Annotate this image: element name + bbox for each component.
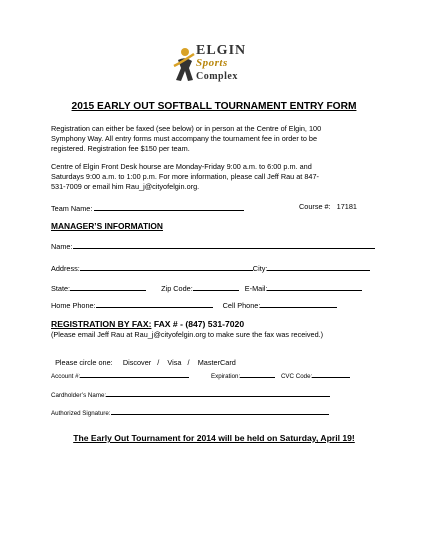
intro-line: Symphony Way. All entry forms must accompany the tournament fee in order to be: [51, 134, 318, 144]
city-label: City:: [252, 264, 268, 273]
manager-name-field[interactable]: [73, 240, 375, 249]
team-name-field[interactable]: [94, 202, 244, 211]
account-number-label: Account #:: [51, 373, 81, 380]
zip-code-label: Zip Code:: [161, 284, 193, 293]
fax-heading-label: REGISTRATION BY FAX:: [51, 319, 152, 329]
signature-field[interactable]: [111, 407, 329, 415]
zip-code-field[interactable]: [193, 282, 239, 291]
address-label: Address:: [51, 264, 80, 273]
team-name-row: [51, 202, 244, 213]
cardholder-name-label: Cardholder’s Name:: [51, 392, 107, 399]
card-type-row: [51, 349, 236, 367]
manager-name-label: Name:: [51, 242, 73, 251]
address-field[interactable]: [80, 262, 253, 271]
fax-number: FAX # - (847) 531-7020: [151, 319, 245, 329]
state-zip-email-row: [51, 282, 362, 293]
city-field[interactable]: [267, 262, 370, 271]
course-value: 17181: [336, 202, 357, 211]
manager-name-row: [51, 240, 375, 251]
state-field[interactable]: [70, 282, 146, 291]
intro-paragraph: [51, 124, 321, 155]
fax-note: (Please email Jeff Rau at Rau_j@cityofelgin.org to make sure the fax was received.): [51, 330, 324, 339]
team-name-label: Team Name:: [51, 204, 93, 213]
logo-word-complex: Complex: [196, 71, 238, 82]
expiration-label: Expiration:: [210, 373, 241, 380]
intro-line: Registration can either be faxed (see below) or in person at the Centre of Elgin, 100: [51, 124, 322, 133]
intro-line: registered. Registration fee $150 per team.: [51, 144, 190, 154]
cell-phone-label: Cell Phone:: [222, 301, 261, 310]
tournament-date-notice: The Early Out Tournament for 2014 will be held on Saturday, April 19!: [73, 433, 355, 443]
fax-section-heading: [51, 319, 244, 329]
softball-player-icon: [172, 46, 198, 86]
course-number: [299, 202, 357, 211]
card-type-options[interactable]: Discover / Visa / MasterCard: [122, 358, 236, 367]
cvc-field[interactable]: [312, 370, 350, 378]
signature-label: Authorized Signature:: [51, 410, 111, 417]
signature-row: [51, 407, 329, 417]
hours-line: Centre of Elgin Front Desk hourse are Monday-Friday 9:00 a.m. to 6:00 p.m. and: [51, 162, 312, 171]
cardholder-row: [51, 389, 330, 399]
logo-word-elgin: ELGIN: [196, 43, 247, 58]
phone-row: [51, 299, 337, 310]
email-label: E-Mail:: [244, 284, 268, 293]
cvc-label: CVC Code:: [280, 373, 313, 380]
circle-one-label: Please circle one:: [55, 358, 113, 367]
logo-word-sports: Sports: [196, 57, 228, 69]
account-row: [51, 370, 350, 380]
expiration-field[interactable]: [240, 370, 275, 378]
manager-section-heading: MANAGER’S INFORMATION: [51, 221, 163, 231]
elgin-sports-complex-logo: [172, 44, 272, 88]
cell-phone-field[interactable]: [260, 299, 337, 308]
hours-paragraph: [51, 162, 319, 193]
hours-line: Saturdays 9:00 a.m. to 1:00 p.m. For more information, please call Jeff Rau at 847-: [51, 172, 319, 182]
state-label: State:: [51, 284, 71, 293]
account-number-field[interactable]: [80, 370, 189, 378]
form-title: 2015 EARLY OUT SOFTBALL TOURNAMENT ENTRY FORM: [71, 101, 357, 112]
home-phone-label: Home Phone:: [51, 301, 96, 310]
hours-line: 531-7009 or email him Rau_j@cityofelgin.org.: [51, 182, 200, 192]
home-phone-field[interactable]: [96, 299, 213, 308]
address-row: [51, 262, 370, 273]
cardholder-name-field[interactable]: [106, 389, 330, 397]
course-label: Course #:: [299, 202, 331, 211]
email-field[interactable]: [267, 282, 362, 291]
